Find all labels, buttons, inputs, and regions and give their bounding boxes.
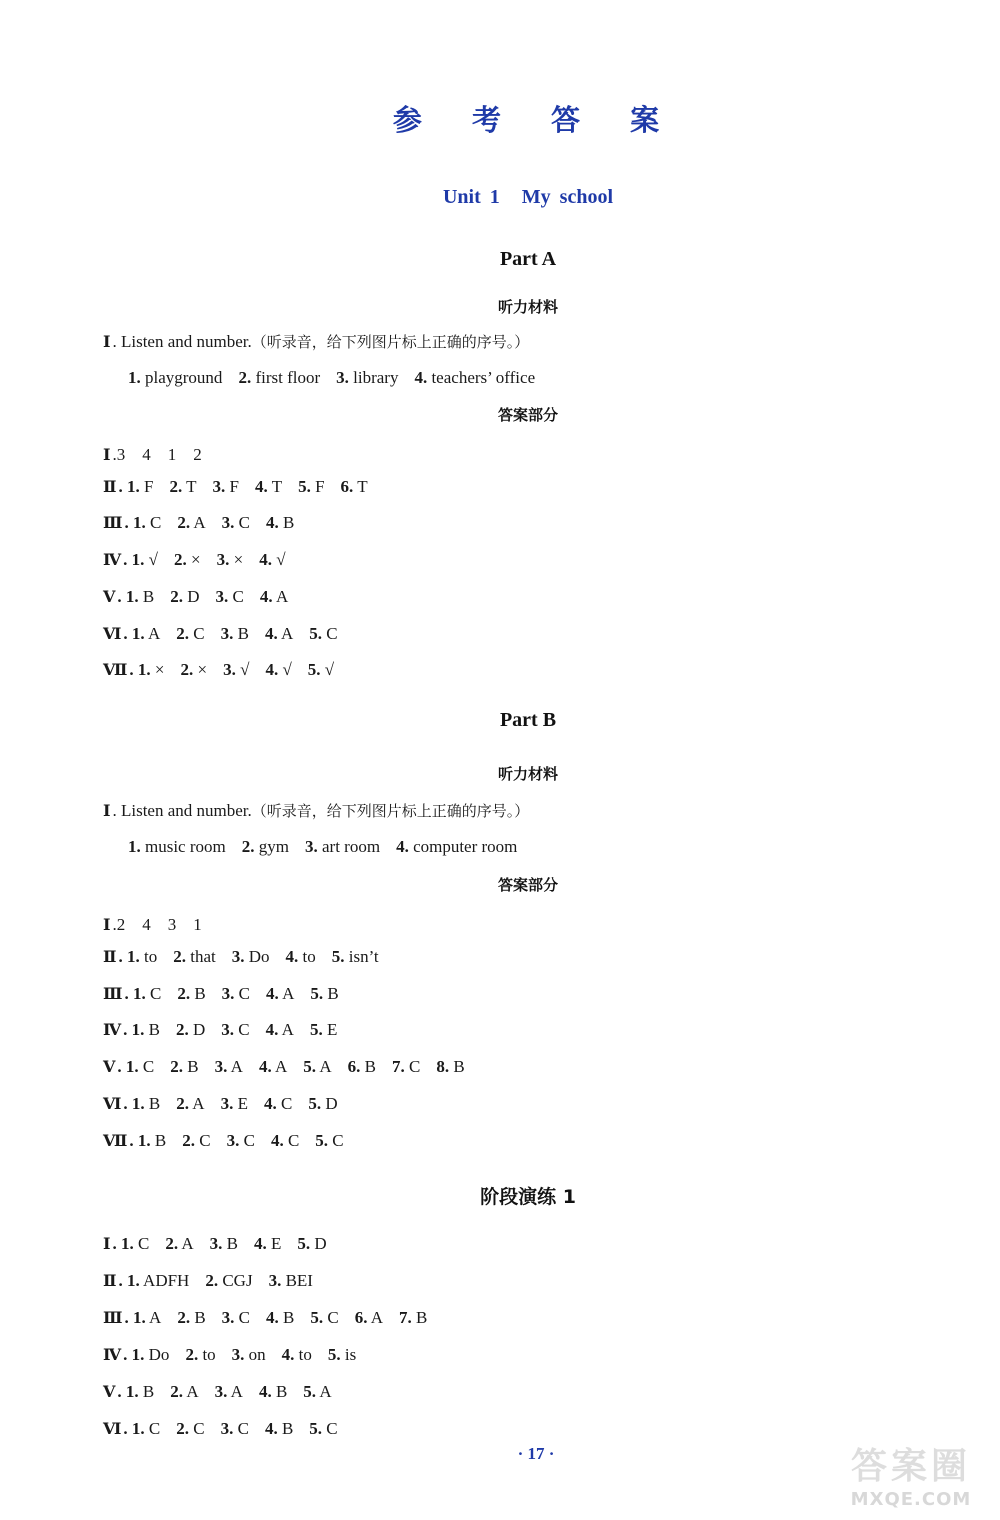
listen-item-text: teachers’ office [427,368,536,387]
answer-value: Do [244,946,270,966]
answer-value: B [411,1307,428,1327]
roman-dot: . [129,1130,138,1150]
roman-dot: . [118,946,127,966]
answer-value: B [138,1381,155,1401]
answer-number: 3. [226,1130,240,1150]
answer-number: 2. [169,476,183,496]
roman-dot: . [129,660,138,680]
answer-number: 3. [221,1307,235,1327]
answer-number: 3. [212,476,226,496]
roman-dot: . [124,983,133,1003]
answer-number: 2. [174,550,187,570]
answer-number: 3. [268,1270,282,1290]
answer-row [103,910,202,935]
answer-value: C [234,983,251,1003]
answer-value: A [367,1307,384,1327]
answer-number: 2. [170,1057,184,1077]
answer-value: D [321,1094,338,1113]
answer-value: A [227,1057,243,1077]
answer-value: × [186,550,201,570]
answer-number: 3. [231,946,245,966]
listen-item-number: 4. [414,368,428,387]
roman-numeral: Ⅱ [103,946,117,966]
answer-value: BEI [281,1270,313,1290]
answer-number: 2. [180,660,194,680]
answer-number: 5. [331,946,345,966]
answer-value: E [233,1094,248,1113]
answer-value: that [185,946,216,966]
roman-numeral: Ⅲ [103,1307,123,1327]
answer-value: B [190,983,206,1003]
answer-value: A [271,1057,288,1077]
answer-row [103,1057,481,1077]
part-b-listen-items [128,837,533,857]
answer-number: 4. [270,1130,284,1150]
answer-row [103,513,310,533]
answer-number: 5. [315,1130,329,1150]
answer-row [103,440,202,465]
roman-dot: . [123,1094,132,1113]
answer-number: 5. [307,660,321,680]
answer-number: 5. [303,1381,317,1401]
answer-number: 5. [298,476,311,496]
answer-value: A [145,1307,162,1327]
answer-value: × [229,550,244,570]
answer-value: D [188,1020,206,1040]
roman-numeral: Ⅴ [103,1057,116,1077]
roman-dot: . [123,1418,132,1438]
answer-value: ADFH [139,1270,190,1290]
listen-item-number: 3. [304,837,318,856]
answer-number: 4. [265,660,279,680]
listen-item-text: art room [317,837,381,856]
roman-dot: . [118,476,127,496]
answer-value: to [298,946,316,966]
answer-number: 1. [125,586,139,606]
listen-item-number: 1. [128,368,141,387]
roman-dot: . [123,623,132,643]
answer-row [103,1308,443,1328]
answer-row [103,624,354,644]
answer-value: √ [320,660,335,680]
part-a-listening-label: 听力材料 [497,298,558,316]
answer-row [103,1382,348,1402]
answer-number: 6. [340,476,354,496]
part-a-heading: Part A [499,248,557,270]
answer-value: A [278,1020,294,1040]
answer-number: 1. [120,1234,134,1253]
answer-number: 4. [254,1234,267,1253]
answer-number: 4. [259,550,272,570]
answer-value: C [189,623,205,643]
answer-value: A [316,1057,332,1077]
answer-number: 3. [214,1057,228,1077]
answer-row [103,1234,343,1254]
answer-value: × [150,660,165,680]
answer-row [103,1419,354,1439]
listen-item-number: 2. [241,837,255,856]
answer-number: 3. [223,660,236,680]
listen-item-text: first floor [251,368,321,387]
listen-item-number: 3. [336,368,349,387]
answer-number: 6. [347,1057,361,1077]
answer-number: 2. [185,1344,199,1364]
answer-row [103,984,355,1004]
roman-numeral: Ⅱ [103,476,117,496]
answer-value: √ [235,660,250,680]
answer-number: 1. [131,1418,145,1438]
answer-number: 4. [264,1418,278,1438]
answer-number: 3. [209,1234,223,1253]
answer-number: 7. [391,1057,405,1077]
answer-row [103,1271,329,1291]
unit-label: Unit 1 [442,186,500,208]
answer-value: A [189,1094,205,1113]
answer-number: 1. [125,1057,139,1077]
answer-value: D [310,1234,327,1253]
roman-numeral: Ⅶ [103,660,128,680]
answer-value: F [310,476,325,496]
roman-numeral: Ⅰ [103,915,111,934]
roman-numeral: Ⅴ [103,1381,116,1401]
answer-number: 4. [258,1057,272,1077]
answer-value: B [323,983,339,1003]
answer-row [103,477,384,497]
answer-value: √ [278,660,292,680]
answer-value: C [322,1418,338,1438]
answer-value: C [276,1094,293,1113]
answer-row [103,1131,360,1151]
answer-number: 4. [265,1020,279,1040]
answer-value: on [244,1344,266,1364]
answer-value: B [150,1130,167,1150]
roman-numeral: Ⅳ [103,550,122,570]
part-a-listen-prompt: Ⅰ . Listen and number.（听录音，给下列图片标上正确的序号。） [103,332,530,351]
answer-number: 3. [214,1381,228,1401]
answer-number: 1. [132,983,146,1003]
answer-value: C [233,1418,249,1438]
roman-dot: . [124,1307,133,1327]
listen-item-text: music room [140,837,226,856]
answer-row [103,550,302,570]
answer-number: 4. [259,586,273,606]
roman-numeral: Ⅶ [103,1130,128,1150]
answer-value: B [233,623,249,643]
answer-value: √ [271,550,286,570]
roman-dot: . [117,1057,126,1077]
answer-value: B [138,586,155,606]
answer-number: 6. [354,1307,368,1327]
answer-row [103,1094,354,1114]
roman-dot: . [118,1270,127,1290]
answer-number: 5. [327,1344,341,1364]
answer-number: 5. [309,1418,323,1438]
answer-value: A [178,1234,194,1253]
answer-row [103,1345,372,1365]
roman-numeral: Ⅴ [103,586,116,606]
answer-value: A [144,623,161,643]
part-b-heading: Part B [499,709,557,731]
answer-number: 7. [399,1307,412,1327]
answer-value: isn’t [344,946,379,966]
answer-value: B [183,1057,199,1077]
listen-item-text: gym [254,837,289,856]
part-b-answers-label: 答案部分 [497,876,558,894]
answer-number: 3. [221,1020,235,1040]
answer-value: A [190,513,206,533]
answer-number: 5. [310,1307,324,1327]
answer-number: 1. [131,550,145,570]
answer-number: 4. [281,1344,295,1364]
answer-number: 1. [131,1020,145,1040]
answer-number: 5. [309,1020,323,1040]
answer-value: A [183,1381,199,1401]
listen-item-text: playground [140,368,223,387]
answer-value: F [139,476,154,496]
answer-number: 5. [308,1094,322,1113]
answer-value: to [198,1344,216,1364]
answer-number: 1. [132,1307,146,1327]
roman-dot: . [117,1381,126,1401]
roman-dot: . [124,513,133,533]
answer-row [103,587,304,607]
roman-numeral: Ⅲ [103,983,123,1003]
answer-number: 2. [170,586,184,606]
page-number: · 17 · [517,1444,555,1463]
roman-dot: . [112,1234,121,1253]
answer-value: C [145,513,162,533]
answer-sequence: .3 4 1 2 [112,445,202,464]
answer-number: 2. [165,1234,179,1253]
answer-number: 3. [220,623,234,643]
listen-item-number: 1. [128,837,141,856]
answer-number: 2. [173,946,186,966]
roman-numeral: Ⅵ [103,623,122,643]
answer-value: C [323,1307,339,1327]
answer-value: √ [144,550,158,570]
answer-number: 1. [137,660,151,680]
answer-number: 2. [177,1307,191,1327]
watermark-logo: 答案圈 MXQE.COM [850,1446,972,1510]
page-title: 参 考 答 案 [392,103,680,137]
answer-value: C [234,1307,251,1327]
roman-dot: . [123,1020,132,1040]
answer-value: C [322,623,338,643]
answer-value: A [278,983,295,1003]
answer-number: 5. [297,1234,311,1253]
part-a-listen-items [128,368,551,388]
part-b-listen-prompt: Ⅰ . Listen and number.（听录音，给下列图片标上正确的序号。） [103,801,530,820]
answer-value: to [139,946,158,966]
answer-row [103,660,350,680]
roman-numeral: Ⅰ [103,445,111,464]
answer-number: 3. [231,1344,245,1364]
answer-number: 1. [126,1270,140,1290]
answer-value: C [283,1130,300,1150]
answer-value: C [189,1418,205,1438]
answer-number: 3. [215,586,229,606]
stage-heading: 阶段演练 1 [480,1186,576,1208]
answer-value: C [145,983,162,1003]
answer-value: B [190,1307,206,1327]
answer-number: 4. [266,1307,279,1327]
answer-value: D [183,586,200,606]
answer-number: 1. [132,513,146,533]
answer-value: C [138,1057,155,1077]
answer-value: B [271,1381,288,1401]
answer-number: 2. [182,1130,195,1150]
answer-number: 5. [309,623,323,643]
roman-numeral: Ⅳ [103,1020,122,1040]
roman-dot: . [123,550,132,570]
unit-title [0,186,1000,209]
answer-value: A [272,586,289,606]
answer-number: 4. [266,513,279,533]
answer-number: 2. [176,623,189,643]
answer-value: E [266,1234,282,1253]
roman-numeral: Ⅱ [103,1270,117,1290]
answer-value: T [182,476,197,496]
part-b-listening-label: 听力材料 [497,765,558,783]
answer-value: T [353,476,368,496]
answer-value: A [227,1381,243,1401]
answer-number: 2. [177,513,191,533]
answer-number: 8. [436,1057,450,1077]
part-a-answers-label: 答案部分 [497,406,558,424]
answer-value: B [144,1020,160,1040]
answer-number: 4. [285,946,299,966]
listen-item-text: library [348,368,399,387]
answer-value: C [234,513,251,533]
listen-item-number: 4. [396,837,409,856]
answer-number: 3. [221,983,235,1003]
answer-number: 5. [303,1057,317,1077]
answer-value: C [133,1234,150,1253]
answer-number: 1. [126,476,140,496]
answer-value: T [267,476,283,496]
answer-number: 1. [137,1130,151,1150]
answer-number: 2. [177,983,191,1003]
roman-dot: . [123,1344,132,1364]
answer-value: B [360,1057,376,1077]
answer-value: F [225,476,239,496]
unit-name: My school [521,186,613,208]
answer-number: 1. [131,623,145,643]
answer-value: × [193,660,208,680]
answer-value: to [294,1344,312,1364]
answer-number: 4. [258,1381,272,1401]
answer-value: is [340,1344,357,1364]
roman-numeral: Ⅳ [103,1344,122,1364]
answer-value: A [316,1381,332,1401]
answer-number: 2. [176,1418,189,1438]
answer-value: B [278,1307,295,1327]
answer-value: B [277,1418,294,1438]
answer-value: C [144,1418,161,1438]
listen-item-text: computer room [408,837,518,856]
answer-value: CGJ [218,1270,253,1290]
roman-numeral: Ⅲ [103,513,123,533]
answer-number: 4. [255,476,268,496]
answer-number: 4. [266,983,279,1003]
roman-numeral: Ⅵ [103,1418,122,1438]
roman-numeral: Ⅰ [103,1234,111,1253]
answer-value: C [234,1020,250,1040]
answer-number: 3. [220,1094,234,1113]
answer-value: C [195,1130,211,1150]
answer-row [103,947,395,967]
answer-value: Do [144,1344,170,1364]
answer-value: B [222,1234,239,1253]
answer-number: 2. [176,1094,189,1113]
listen-item-number: 2. [238,368,252,387]
answer-sequence: .2 4 3 1 [112,915,202,934]
answer-value: E [322,1020,338,1040]
roman-dot: . [117,586,126,606]
answer-value: B [144,1094,161,1113]
answer-value: C [404,1057,421,1077]
answer-row [103,1020,353,1040]
answer-number: 3. [216,550,230,570]
answer-value: C [228,586,244,606]
answer-number: 2. [205,1270,219,1290]
answer-number: 3. [221,513,235,533]
roman-numeral: Ⅵ [103,1094,122,1113]
answer-number: 1. [125,1381,139,1401]
answer-value: C [328,1130,344,1150]
answer-number: 4. [264,623,278,643]
answer-value: B [449,1057,465,1077]
answer-number: 2. [170,1381,184,1401]
answer-number: 5. [310,983,324,1003]
answer-number: 2. [176,1020,189,1040]
answer-number: 1. [131,1344,145,1364]
answer-number: 1. [126,946,140,966]
answer-value: A [277,623,294,643]
answer-number: 3. [220,1418,234,1438]
answer-number: 1. [131,1094,145,1113]
answer-value: C [239,1130,255,1150]
answer-value: B [278,513,295,533]
answer-number: 4. [263,1094,277,1113]
